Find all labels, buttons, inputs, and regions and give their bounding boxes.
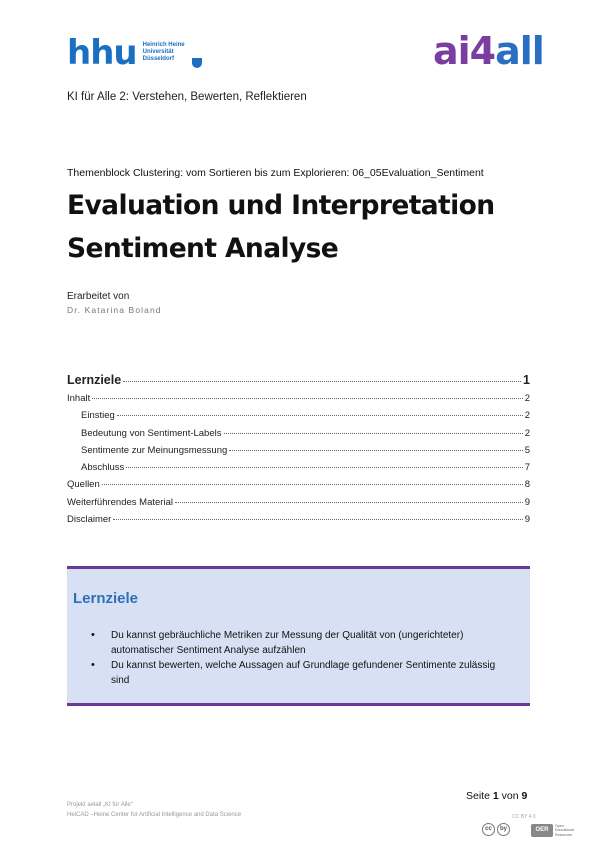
toc-entry-page: 1	[523, 373, 530, 387]
learning-goals-heading: Lernziele	[73, 590, 139, 607]
toc-entry[interactable]	[67, 393, 530, 410]
toc-leader-dots	[126, 467, 522, 468]
toc-entry[interactable]	[67, 410, 530, 427]
toc-leader-dots	[229, 450, 522, 451]
toc-leader-dots	[92, 398, 522, 399]
author-label: Erarbeitet von	[67, 291, 130, 302]
toc-leader-dots	[102, 484, 523, 485]
page-current: 1	[492, 790, 499, 802]
hhu-sub-line: Universität	[142, 49, 174, 55]
toc-entry-label: Inhalt	[67, 393, 91, 404]
toc-leader-dots	[224, 433, 523, 434]
toc-leader-dots	[113, 519, 522, 520]
toc-entry-label: Lernziele	[67, 373, 122, 387]
page-indicator	[466, 790, 527, 802]
cc-license-icons	[482, 823, 510, 836]
title-line: Sentiment Analyse	[67, 233, 339, 264]
toc-entry-label: Weiterführendes Material	[67, 496, 173, 508]
toc-entry[interactable]	[67, 479, 530, 496]
toc-entry[interactable]	[67, 445, 530, 462]
title-line: Evaluation und Interpretation	[67, 190, 495, 221]
toc-entry[interactable]	[67, 462, 530, 479]
toc-entry[interactable]	[67, 373, 530, 393]
license-label: CC BY 4.0	[512, 814, 536, 820]
toc-entry[interactable]	[67, 497, 530, 514]
document-title	[67, 184, 537, 270]
toc-entry-label: Bedeutung von Sentiment-Labels	[81, 427, 222, 439]
oer-mark-icon: OER	[531, 824, 553, 837]
page-total: 9	[521, 790, 528, 802]
toc-entry-label: Quellen	[67, 479, 100, 491]
oer-text	[555, 824, 574, 837]
toc-entry-page: 2	[524, 410, 530, 422]
page-mid: von	[501, 790, 519, 802]
toc-entry-page: 9	[524, 514, 530, 526]
toc-entry[interactable]	[67, 514, 530, 531]
footer-project-line: Projekt ai4all „KI für Alle“	[67, 802, 133, 808]
toc-entry-page: 5	[524, 444, 530, 456]
learning-goals-box	[67, 566, 530, 706]
toc-entry-label: Sentimente zur Meinungsmessung	[81, 444, 228, 456]
oer-text-line: Educational	[555, 828, 574, 833]
toc-entry-page: 2	[524, 393, 530, 404]
hhu-sub-line: Düsseldorf	[142, 56, 174, 62]
hhu-sub-line: Heinrich Heine	[142, 42, 185, 48]
hhu-logo	[67, 33, 185, 73]
hhu-logo-subtitle	[143, 42, 185, 63]
table-of-contents	[67, 373, 530, 531]
toc-entry-page: 7	[524, 462, 530, 474]
attribution-icon: by	[497, 823, 510, 836]
toc-entry-page: 9	[524, 496, 530, 508]
toc-leader-dots	[123, 381, 521, 382]
themenblock-line: Themenblock Clustering: vom Sortieren bis zum Explorieren: 06_05Evaluation_Sentiment	[67, 167, 484, 179]
toc-entry-page: 2	[524, 427, 530, 439]
toc-entry-label: Einstieg	[81, 410, 115, 422]
creative-commons-icon: cc	[482, 823, 495, 836]
page-prefix: Seite	[466, 790, 490, 802]
author-name: Dr. Katarina Boland	[67, 305, 162, 315]
toc-leader-dots	[117, 415, 523, 416]
list-item: • Du kannst gebräuchliche Metriken zur Messung der Qualität von (ungerichteter) automatischer Sentiment Analyse aufzählen	[91, 628, 511, 658]
hhu-logo-drop-icon	[192, 58, 202, 68]
oer-text-line: Resources	[555, 832, 573, 837]
list-item: • Du kannst bewerten, welche Aussagen auf Grundlage gefundener Sentimente zulässig sind	[91, 658, 511, 688]
hhu-logo-letters: hhu	[67, 33, 137, 73]
learning-goals-list	[91, 628, 511, 688]
ai4all-logo	[433, 31, 544, 71]
toc-entry-label: Disclaimer	[67, 514, 112, 526]
toc-leader-dots	[175, 502, 523, 503]
oer-text-line: Open	[555, 824, 564, 829]
ai4all-logo-part1: ai4	[433, 29, 496, 73]
footer-institution-line: HeiCAD –Heine Center for Artificial Intelligence and Data Science	[67, 812, 242, 818]
toc-entry[interactable]	[67, 428, 530, 445]
ai4all-logo-part2: all	[495, 29, 544, 73]
toc-entry-page: 8	[524, 479, 530, 491]
course-title: KI für Alle 2: Verstehen, Bewerten, Reflektieren	[67, 91, 307, 103]
oer-logo	[531, 824, 574, 837]
toc-entry-label: Abschluss	[81, 462, 125, 474]
